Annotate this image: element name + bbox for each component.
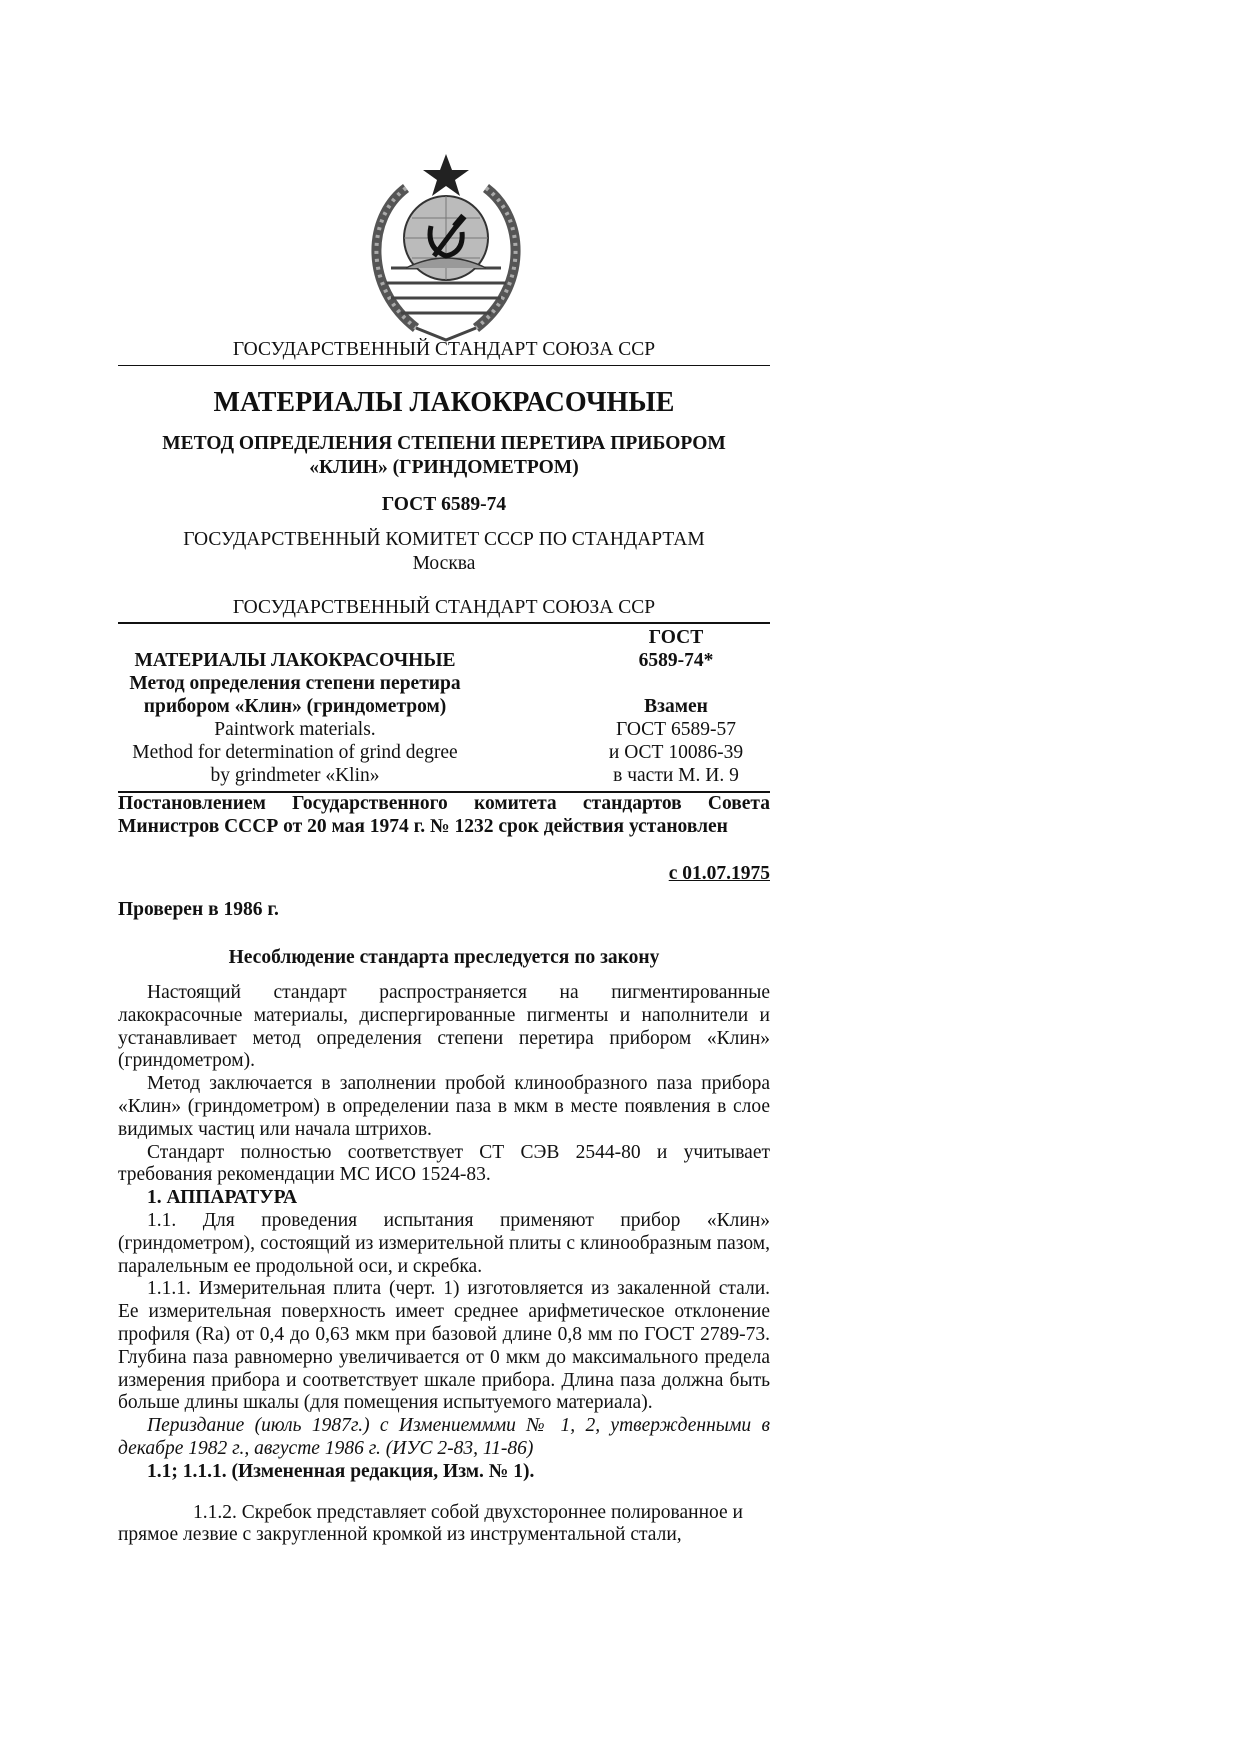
paragraph-compliance: Стандарт полностью соответствует СТ СЭВ 2544-80 и учитывает требования рекомендации МС ИСО 1524-83. xyxy=(118,1141,770,1186)
document-body xyxy=(118,982,770,1547)
head-table-replace-label: Взамен xyxy=(644,696,708,717)
section-heading: 1. АППАРАТУРА xyxy=(147,1187,298,1209)
paragraph-scope: Настоящий стандарт распространяется на пигментированные лакокрасочные материалы, диспергированные пигменты и наполнители и устанавливает метод определения степени перетира прибором «Клин» (гриндометром). xyxy=(118,982,770,1072)
head-table-en-line-1: Paintwork materials. xyxy=(214,719,376,740)
page-title: МАТЕРИАЛЫ ЛАКОКРАСОЧНЫЕ xyxy=(213,387,675,418)
subtitle-line-2: «КЛИН» (ГРИНДОМЕТРОМ) xyxy=(309,457,579,478)
amendment-note: 1.1; 1.1.1. (Измененная редакция, Изм. № 1). xyxy=(147,1460,535,1482)
head-table-right xyxy=(582,626,770,787)
head-table-ru-line-1: Метод определения степени перетира xyxy=(129,673,461,694)
reissue-note: Периздание (июль 1987г.) с Измениеммми № 1, 2, утвержденными в декабре 1982 г., августе 1986 г. (ИУС 2-83, 11-86) xyxy=(118,1415,770,1459)
effective-date: с 01.07.1975 xyxy=(668,863,770,884)
gost-number: ГОСТ 6589-74 xyxy=(381,494,507,515)
head-table-title: МАТЕРИАЛЫ ЛАКОКРАСОЧНЫЕ xyxy=(134,650,456,671)
head-table-left xyxy=(118,649,472,741)
committee-name: ГОСУДАРСТВЕННЫЙ КОМИТЕТ СССР ПО СТАНДАРТАМ xyxy=(183,529,705,550)
city: Москва xyxy=(412,553,476,574)
checked-note: Проверен в 1986 г. xyxy=(118,899,279,920)
standard-head-table xyxy=(118,626,770,793)
head-table-gost-label: ГОСТ xyxy=(648,627,704,648)
committee-block xyxy=(118,528,770,576)
ussr-emblem-icon xyxy=(346,148,546,348)
paragraph-1-1-1: 1.1.1. Измерительная плита (черт. 1) изготовляется из закаленной стали. Ее измерительная поверхность имеет среднее арифметическое отклонение профиля (Ra) от 0,4 до 0,63 мкм при базовой длине 0,8 мм по ГОСТ 2789-73. Глубина паза равномерно увеличивается от 0 мкм до максимального предела измерения прибора и соответствует шкале прибора. Длина паза должна быть больше длины шкалы (для помещения испытуемого материала). xyxy=(118,1278,770,1414)
head-table-replace-3: в части М. И. 9 xyxy=(613,765,739,786)
org-header-2: ГОСУДАРСТВЕННЫЙ СТАНДАРТ СОЮЗА ССР xyxy=(118,595,770,624)
head-table-ru-line-2: прибором «Клин» (гриндометром) xyxy=(143,696,447,717)
head-table-replace-1: ГОСТ 6589-57 xyxy=(616,719,736,740)
head-table-gost-number: 6589-74* xyxy=(638,650,714,671)
org-header: ГОСУДАРСТВЕННЫЙ СТАНДАРТ СОЮЗА ССР xyxy=(118,337,770,366)
subtitle-line-1: МЕТОД ОПРЕДЕЛЕНИЯ СТЕПЕНИ ПЕРЕТИРА ПРИБОРОМ xyxy=(162,433,726,454)
decree-text: Постановлением Государственного комитета стандартов Совета Министров СССР от 20 мая 1974 г. № 1232 срок действия установлен xyxy=(118,793,770,837)
head-table-replace-2: и ОСТ 10086-39 xyxy=(608,742,744,763)
head-table-en-line-2: Method for determination of grind degree xyxy=(132,742,458,763)
head-table-en xyxy=(118,741,472,787)
paragraph-1-1-2: 1.1.2. Скребок представляет собой двухстороннее полированное и прямое лезвие с закругленной кромкой из инструментальной стали, xyxy=(118,1501,743,1546)
paragraph-1-1: 1.1. Для проведения испытания применяют прибор «Клин» (гриндометром), состоящий из измерительной плиты с клинообразным пазом, паралельным ее продольной оси, и скребка. xyxy=(118,1209,770,1277)
law-notice: Несоблюдение стандарта преследуется по закону xyxy=(228,947,660,968)
page-subtitle xyxy=(118,432,770,480)
head-table-en-line-3: by grindmeter «Klin» xyxy=(210,765,380,786)
paragraph-method: Метод заключается в заполнении пробой клинообразного паза прибора «Клин» (гриндометром) в определении паза в мкм в месте появления в слое видимых частиц или начала штрихов. xyxy=(118,1073,770,1140)
